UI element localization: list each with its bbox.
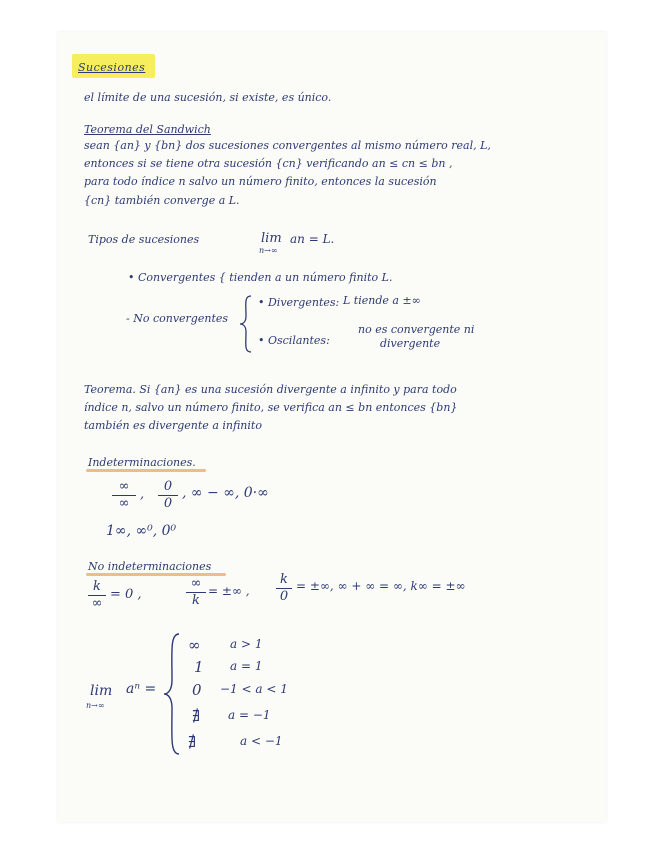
fraction-zero-zero: [158, 480, 178, 511]
brace-icon: [162, 632, 182, 756]
fraction-k-zero: [276, 573, 292, 604]
indeterminaciones-heading: Indeterminaciones.: [88, 456, 196, 469]
oscilantes-label: • Oscilantes:: [258, 334, 330, 347]
case-condition: a = 1: [230, 659, 263, 673]
tipos-lim: lim: [261, 231, 282, 246]
case-condition: a = −1: [228, 708, 271, 722]
fraction-denominator: ∞: [91, 596, 103, 611]
tipos-label: Tipos de sucesiones: [88, 233, 200, 246]
limit-expr: aⁿ =: [126, 681, 157, 697]
oscilantes-text: divergente: [380, 337, 441, 350]
title-highlight: [72, 54, 155, 78]
case-condition: a < −1: [240, 734, 283, 748]
teorema2-line: índice n, salvo un número finito, se verifica an ≤ bn entonces {bn}: [84, 401, 458, 414]
case-value: 0: [192, 681, 202, 699]
divergentes-label: • Divergentes:: [258, 296, 340, 309]
fraction-numerator: 0: [163, 479, 173, 494]
indeterminaciones-powers: 1∞, ∞⁰, 0⁰: [106, 523, 177, 539]
no-convergentes-label: - No convergentes: [126, 312, 229, 325]
sandwich-line: {cn} también converge a L.: [84, 194, 240, 207]
brace-icon: [238, 294, 254, 354]
separator: ,: [140, 487, 145, 502]
indeterminaciones-rest: , ∞ − ∞, 0·∞: [182, 485, 269, 501]
indeterminaciones-highlight: [86, 469, 206, 472]
fraction-numerator: k: [280, 572, 288, 587]
tipos-lim-sub: n→∞: [259, 246, 278, 255]
teorema2-line: Teorema. Si {an} es una sucesión divergente a infinito y para todo: [84, 383, 457, 396]
sandwich-line: entonces si se tiene otra sucesión {cn} verificando an ≤ cn ≤ bn ,: [84, 157, 453, 170]
notebook-page: [58, 32, 606, 822]
fraction-numerator: ∞: [118, 479, 130, 494]
case-value: 1: [194, 658, 204, 676]
fraction-numerator: k: [93, 579, 101, 594]
sandwich-line: para todo índice n salvo un número finito, entonces la sucesión: [84, 175, 437, 188]
page-title: Sucesiones: [78, 61, 146, 74]
fraction-result: = ±∞ ,: [208, 584, 250, 598]
oscilantes-text: no es convergente ni: [358, 323, 475, 336]
fraction-denominator: 0: [279, 589, 289, 604]
fraction-result: = 0 ,: [110, 587, 142, 602]
fraction-denominator: 0: [163, 496, 173, 511]
teorema2-line: también es divergente a infinito: [84, 419, 262, 432]
case-value: ∄: [188, 733, 197, 751]
fraction-result: = ±∞, ∞ + ∞ = ∞, k∞ = ±∞: [296, 579, 466, 593]
fraction-inf-k: [186, 577, 206, 608]
tipos-lim-expr: an = L.: [290, 232, 335, 246]
fraction-k-inf: [88, 580, 106, 611]
fraction-denominator: k: [192, 593, 200, 608]
no-indeterminaciones-highlight: [86, 573, 226, 576]
fraction-inf-inf: [112, 480, 136, 511]
no-indeterminaciones-heading: No indeterminaciones: [88, 560, 212, 573]
case-condition: −1 < a < 1: [220, 682, 288, 696]
fraction-denominator: ∞: [118, 496, 130, 511]
convergentes-text: • Convergentes { tienden a un número finito L.: [128, 271, 393, 284]
divergentes-text: L tiende a ±∞: [343, 294, 421, 307]
limit-lim-sub: n→∞: [86, 701, 105, 710]
intro-text: el límite de una sucesión, si existe, es único.: [84, 91, 332, 104]
case-value: ∞: [188, 636, 201, 654]
fraction-numerator: ∞: [190, 576, 202, 591]
sandwich-heading: Teorema del Sandwich: [84, 123, 211, 136]
sandwich-line: sean {an} y {bn} dos sucesiones convergentes al mismo número real, L,: [84, 139, 491, 152]
case-value: ∄: [192, 707, 201, 725]
limit-lim: lim: [90, 683, 113, 699]
case-condition: a > 1: [230, 637, 263, 651]
